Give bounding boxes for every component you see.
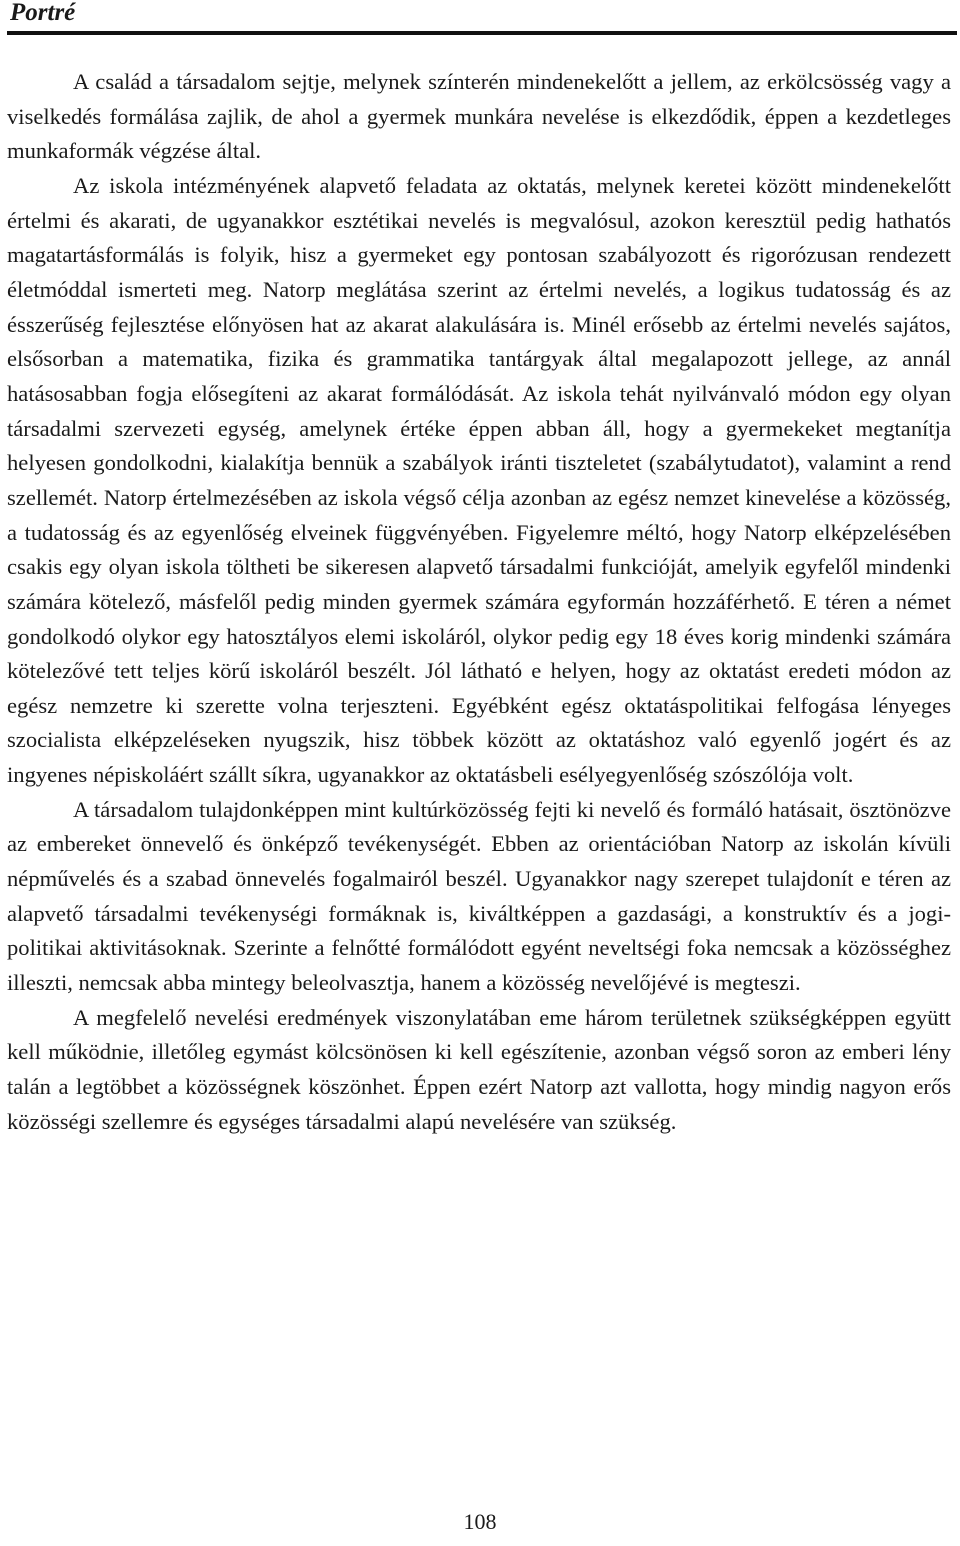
section-title: Portré [10,0,76,26]
page-header [7,0,957,32]
paragraph-society: A társadalom tulajdonképpen mint kultúrközösség fejti ki nevelő és formáló hatásait, ösztönözve az embereket önnevelő és önképző tevékenységét. Ebben az orientációban Natorp az iskolán kívüli népművelés és a szabad önnevelés fogalmairól beszél. Ugyanakkor nagy szerepet tulajdonít e téren az alapvető társadalmi tevékenységi formáknak is, kiváltképpen a gazdasági, a konstruktív és a jogi-politikai aktivitásoknak. Szerinte a felnőtté formálódott egyént neveltségi foka nemcsak a közösséghez illeszti, nemcsak abba mintegy beleolvasztja, hanem a közösség nevelőjévé is megteszi. [7,796,951,996]
paragraph-conclusion: A megfelelő nevelési eredmények viszonylatában eme három területnek szükségképpen együtt kell működnie, illetőleg egymást kölcsönösen ki kell egészítenie, azonban végső soron az emberi lény talán a legtöbbet a közösségnek köszönhet. Éppen ezért Natorp azt vallotta, hogy mindig nagyon erős közösségi szellemre és egységes társadalmi alapú nevelésére van szükség. [7,1004,951,1134]
paragraph-school: Az iskola intézményének alapvető feladata az oktatás, melynek keretei között mindenekelőtt értelmi és akarati, de ugyanakkor esztétikai nevelés is megvalósul, azokon keresztül pedig hathatós magatartásformálás is folyik, hisz a gyermeket egy pontosan szabályozott és rigorózusan rendezett életmóddal ismerteti meg. Natorp meglátása szerint az értelmi nevelés, a logikus tudatosság és az ésszerűség fejlesztése előnyösen hat az akarat alakulására is. Minél erősebb az értelmi nevelés sajátos, elsősorban a matematika, fizika és grammatika tantárgyak által megalapozott jellege, az annál hatásosabban fogja elősegíteni az akarat formálódását. Az iskola tehát nyilvánvaló módon egy olyan társadalmi szervezeti egység, amelynek értéke éppen abban áll, hogy a gyermekeket megtanítja helyesen gondolkodni, kialakítja bennük a szabályok iránti tiszteletet (szabálytudatot), valamint a rend szellemét. Natorp értelmezésében az iskola végső célja azonban az egész nemzet kinevelése a közösség, a tudatosság és az egyenlőség elveinek függvényében. Figyelemre méltó, hogy Natorp elképzelésében csakis egy olyan iskola töltheti be sikeresen alapvető társadalmi funkcióját, amelyik egyfelől mindenki számára kötelező, másfelől pedig minden gyermek számára egyformán hozzáférhető. E téren a német gondolkodó olykor egy hatosztályos elemi iskoláról, olykor pedig egy 18 éves korig mindenki számára kötelezővé tett teljes körű iskoláról beszélt. Jól látható e helyen, hogy az oktatást eredeti módon az egész nemzetre ki szerette volna terjeszteni. Egyébként egész oktatáspolitikai felfogása lényeges szocialista elképzeléseken nyugszik, hisz többek között az oktatáshoz való egyenlő jogért és az ingyenes népiskoláért szállt síkra, ugyanakkor az oktatásbeli esélyegyenlőség szószólója volt. [7,172,951,788]
paragraph-family: A család a társadalom sejtje, melynek színterén mindenekelőtt a jellem, az erkölcsösség vagy a viselkedés formálása zajlik, de ahol a gyermek munkára nevelése is elkezdődik, éppen a kezdetleges munkaformák végzése által. [7,69,951,164]
page-number: 108 [463,1509,497,1534]
header-rule [7,31,957,35]
body-text [7,65,951,1139]
